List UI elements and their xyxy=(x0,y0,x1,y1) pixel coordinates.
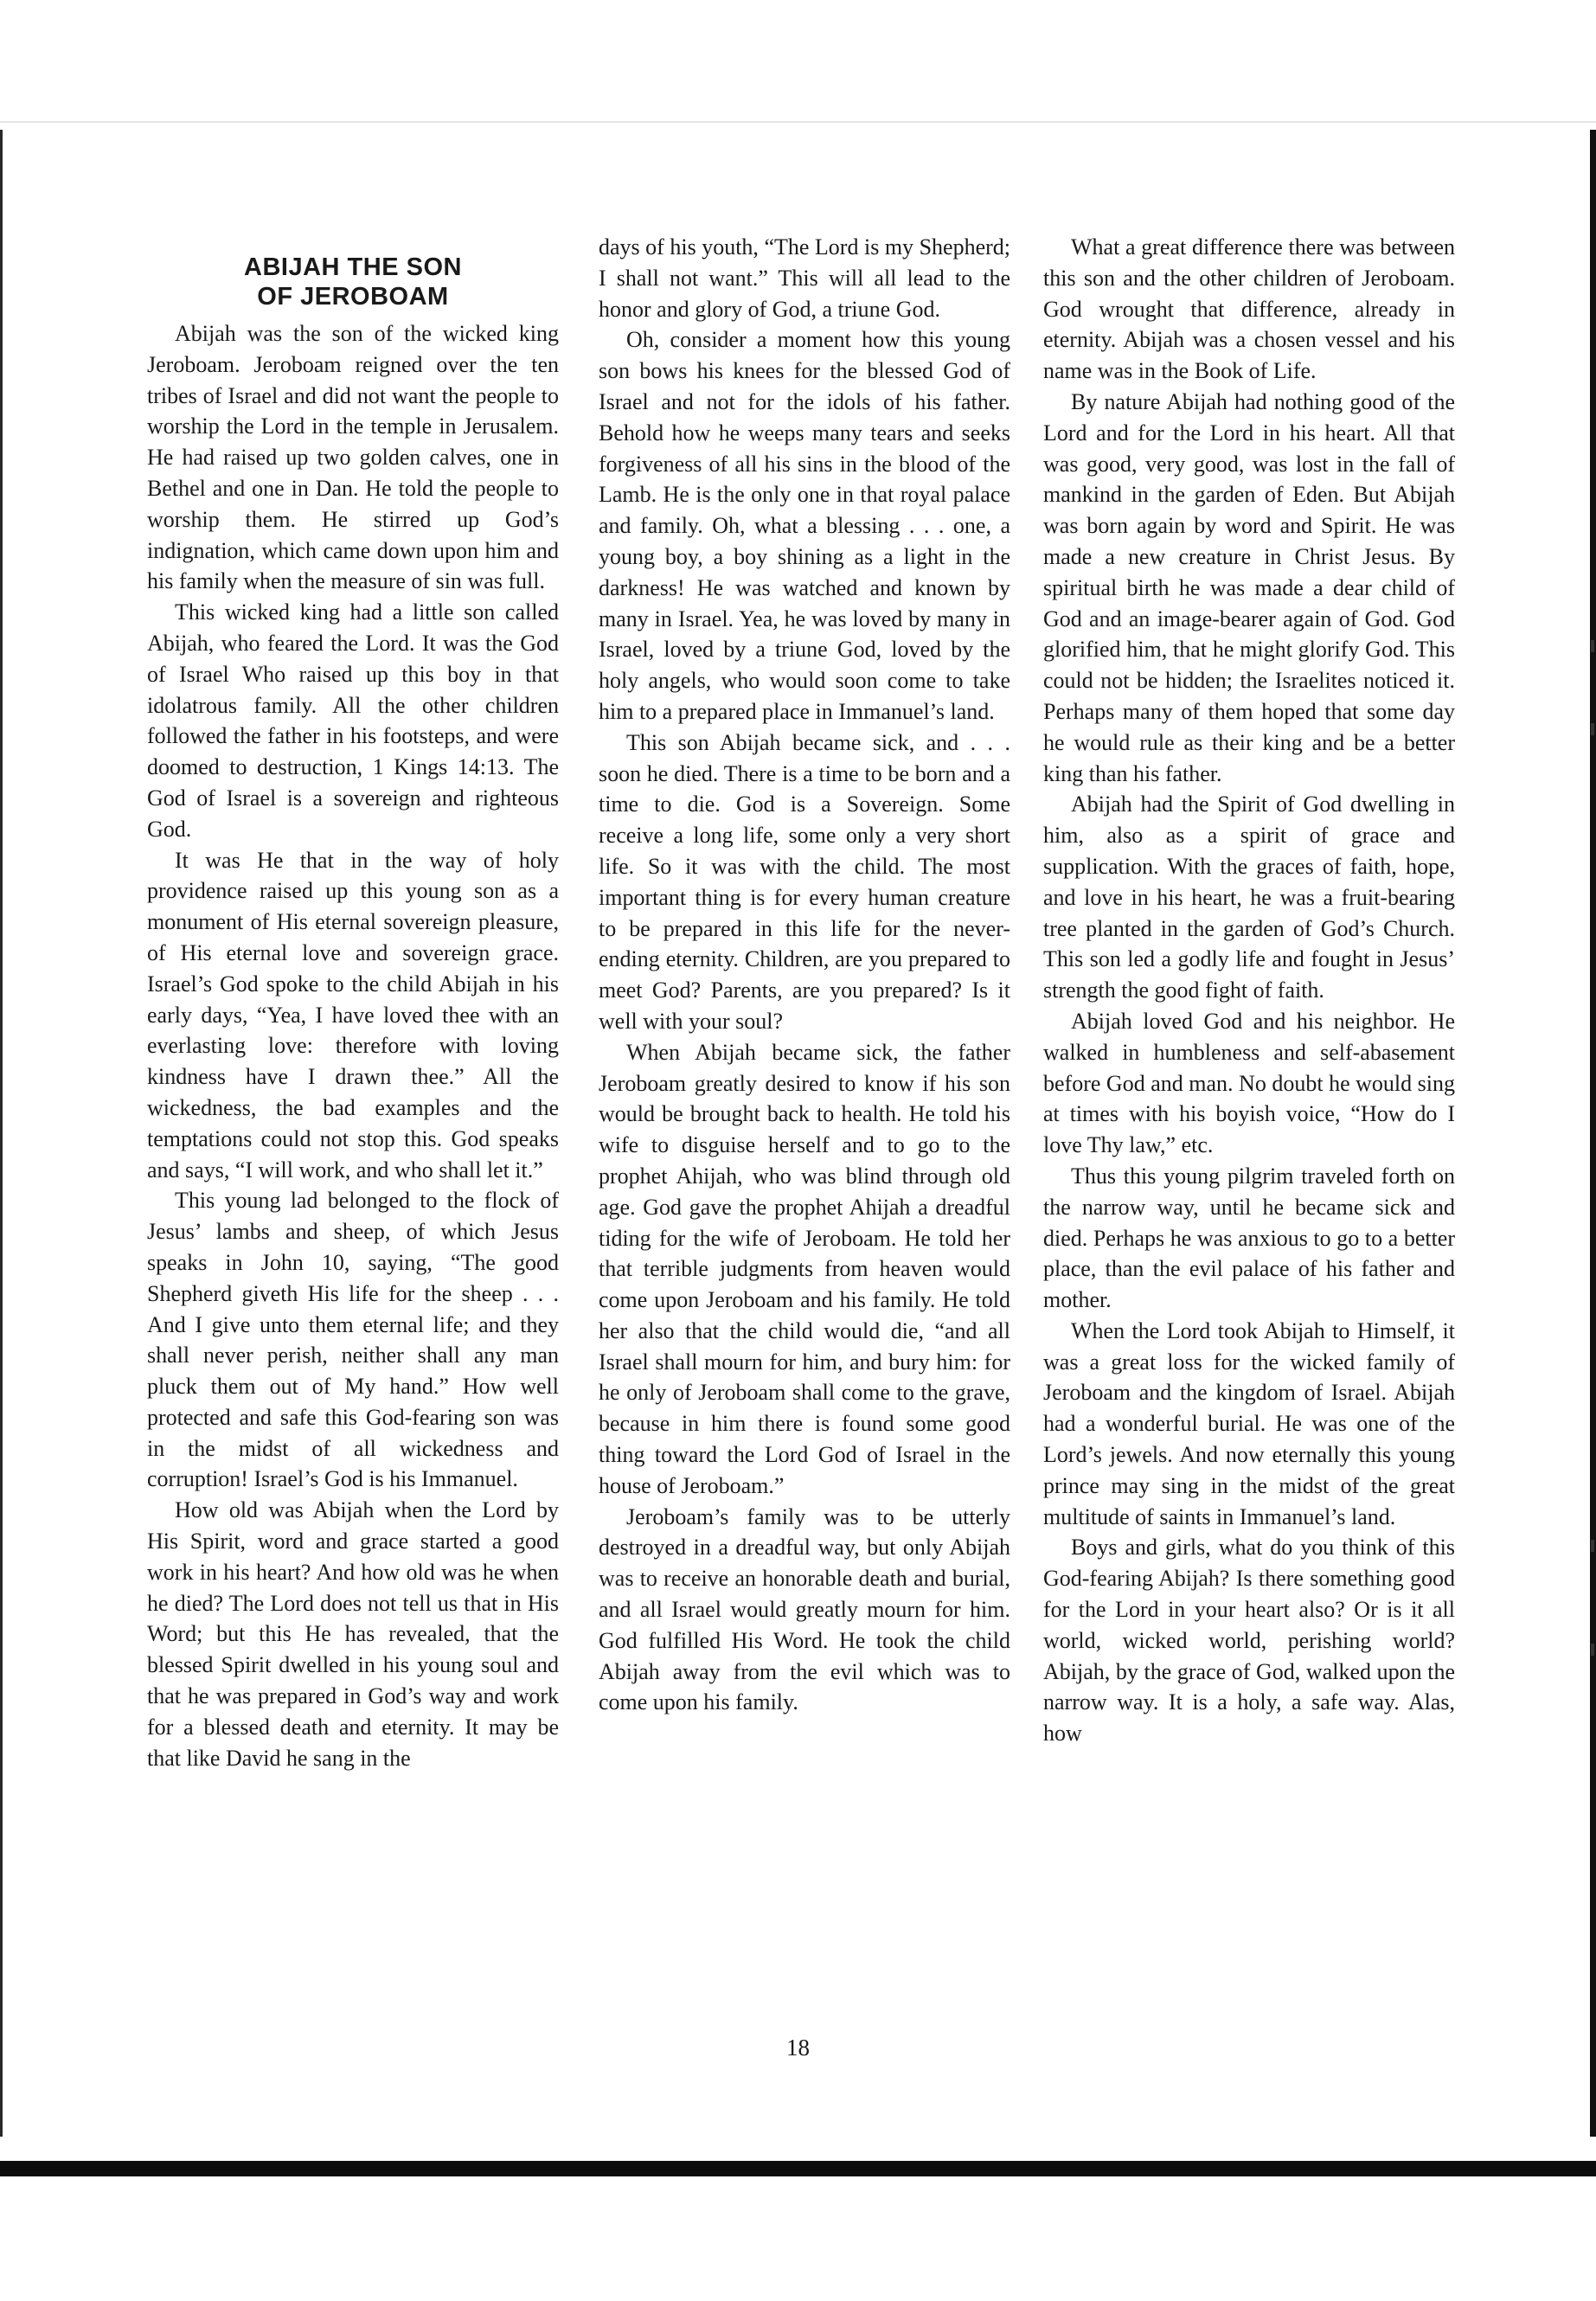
edge-mark xyxy=(1591,723,1594,735)
paragraph: How old was Abijah when the Lord by His Spirit, word and grace started a good work in his heart? And how old was he when he died? The Lord does not tell us that in His Word; but this He has revealed, that the blessed Spirit dwelled in his young soul and that he was prepared in God’s way and work for a blessed death and eternity. It may be that like David he sang in the xyxy=(147,1497,559,1771)
paragraph: Thus this young pilgrim traveled forth on the narrow way, until he became sick and died. Perhaps he was anxious to go to a better place, than the evil palace of his father and mother. xyxy=(1043,1163,1455,1313)
title-line-2: OF JEROBOAM xyxy=(257,283,449,311)
article-title xyxy=(147,253,559,311)
paragraph: Oh, consider a moment how this young son bows his knees for the blessed God of Israel and not for the idols of his father. Behold how he weeps many tears and seeks forgiveness of all his sins in the blood of the Lamb. He is the only one in that royal palace and family. Oh, what a blessing . . . one, a young boy, a boy shining as a light in the darkness! He was watched and known by many in Israel. Yea, he was loved by many in Israel, loved by a triune God, loved by the holy angels, who would soon come to take him to a prepared place in Immanuel’s land. xyxy=(599,327,1010,724)
paragraph: Jeroboam’s family was to be utterly destroyed in a dreadful way, but only Abijah was to receive an honorable death and burial, and all Israel would greatly mourn for him. God fulfilled His Word. He took the child Abijah away from the evil which was to come upon his family. xyxy=(599,1503,1010,1715)
page-bottom-edge xyxy=(0,2161,1596,2176)
page-left-edge xyxy=(0,130,3,2137)
edge-mark xyxy=(1591,1540,1594,1552)
article-column-2 xyxy=(599,232,1010,1718)
edge-mark xyxy=(1591,640,1594,652)
paragraph: It was He that in the way of holy providence raised up this young son as a monument of His eternal sovereign pleasure, of His eternal love and sovereign grace. Israel’s God spoke to the child Abijah in his early days, “Yea, I have loved thee with an everlasting love: therefore with loving kindness have I drawn thee.” All the wickedness, the bad examples and the temptations could not stop this. God speaks and says, “I will work, and who shall let it.” xyxy=(147,847,559,1183)
page-top-edge xyxy=(0,121,1596,123)
page-number: 18 xyxy=(786,2035,810,2061)
article-column-1 xyxy=(147,232,559,1773)
paragraph: By nature Abijah had nothing good of the Lord and for the Lord in his heart. All that was good, very good, was lost in the fall of mankind in the garden of Eden. But Abijah was born again by word and Spirit. He was made a new creature in Christ Jesus. By spiritual birth he was made a dear child of God and an image-bearer again of God. God glorified him, that he might glorify God. This could not be hidden; the Israelites noticed it. Perhaps many of them hoped that some day he would rule as their king and be a better king than his father. xyxy=(1043,388,1455,786)
edge-mark xyxy=(1591,1644,1594,1656)
article-column-3 xyxy=(1043,232,1455,1749)
paragraph: When Abijah became sick, the father Jeroboam greatly desired to know if his son would be brought back to health. He told his wife to disguise herself and to go to the prophet Ahijah, who was blind through old age. God gave the prophet Ahijah a dreadful tiding for the wife of Jeroboam. He told her that terrible judgments from heaven would come upon Jeroboam and his family. He told her also that the child would die, “and all Israel shall mourn for him, and bury him: for he only of Jeroboam shall come to the grave, because in him there is found some good thing toward the Lord God of Israel in the house of Jeroboam.” xyxy=(599,1039,1010,1498)
paragraph-continued: days of his youth, “The Lord is my Shepherd; I shall not want.” This will all lead to the honor and glory of God, a triune God. xyxy=(599,234,1010,322)
paragraph: This wicked king had a little son called Abijah, who feared the Lord. It was the God of Israel Who raised up this boy in that idolatrous family. All the other children followed the father in his footsteps, and were doomed to destruction, 1 Kings 14:13. The God of Israel is a sovereign and righteous God. xyxy=(147,599,559,842)
paragraph: What a great difference there was between this son and the other children of Jeroboam. God wrought that difference, already in eternity. Abijah was a chosen vessel and his name was in the Book of Life. xyxy=(1043,234,1455,384)
paragraph: This young lad belonged to the flock of Jesus’ lambs and sheep, of which Jesus speaks in John 10, saying, “The good Shepherd giveth His life for the sheep . . . And I give unto them eternal life; and they shall never perish, neither shall any man pluck them out of My hand.” How well protected and safe this God-fearing son was in the midst of all wickedness and corruption! Israel’s God is his Immanuel. xyxy=(147,1188,559,1492)
title-line-1: ABIJAH THE SON xyxy=(244,253,462,281)
paragraph: Boys and girls, what do you think of this God-fearing Abijah? Is there something good for the Lord in your heart also? Or is it all world, wicked world, perishing world? Abijah, by the grace of God, walked upon the narrow way. It is a holy, a safe way. Alas, how xyxy=(1043,1535,1455,1747)
paragraph: When the Lord took Abijah to Himself, it was a great loss for the wicked family of Jeroboam and the kingdom of Israel. Abijah had a wonderful burial. He was one of the Lord’s jewels. And now eternally this young prince may sing in the midst of the great multitude of saints in Immanuel’s land. xyxy=(1043,1317,1455,1529)
paragraph: This son Abijah became sick, and . . . soon he died. There is a time to be born and a time to die. God is a Sovereign. Some receive a long life, some only a very short life. So it was with the child. The most important thing is for every human creature to be prepared in this life for the never-ending eternity. Children, are you prepared to meet God? Parents, are you prepared? Is it well with your soul? xyxy=(599,729,1010,1034)
page-right-edge xyxy=(1590,130,1596,2137)
paragraph: Abijah had the Spirit of God dwelling in him, also as a spirit of grace and supplication. With the graces of faith, hope, and love in his heart, he was a fruit-bearing tree planted in the garden of God’s Church. This son led a godly life and fought in Jesus’ strength the good fight of faith. xyxy=(1043,792,1455,1003)
paragraph: Abijah was the son of the wicked king Jeroboam. Jeroboam reigned over the ten tribes of Israel and did not want the people to worship the Lord in the temple in Jerusalem. He had raised up two golden calves, one in Bethel and one in Dan. He told the people to worship them. He stirred up God’s indignation, which came down upon him and his family when the measure of sin was full. xyxy=(147,321,559,594)
paragraph: Abijah loved God and his neighbor. He walked in humbleness and self-abasement before God and man. No doubt he would sing at times with his boyish voice, “How do I love Thy law,” etc. xyxy=(1043,1008,1455,1158)
